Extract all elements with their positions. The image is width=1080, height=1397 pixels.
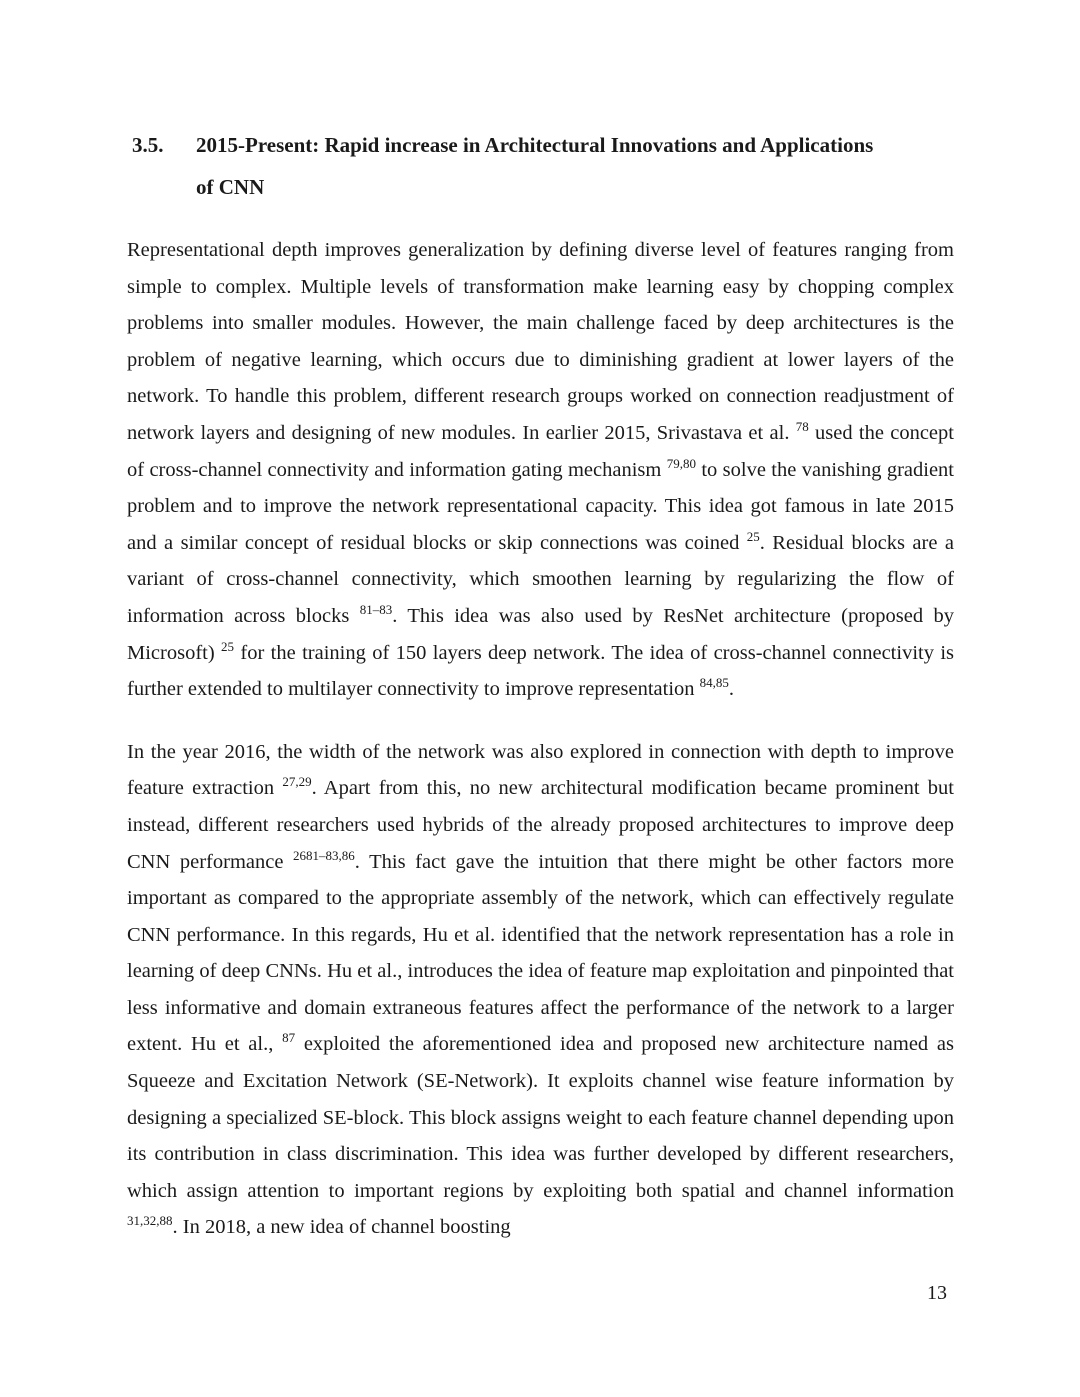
section-heading — [127, 124, 954, 208]
page-content — [127, 124, 954, 1272]
citation-superscript: 25 — [746, 528, 760, 544]
section-number: 3.5. — [132, 133, 164, 157]
section-title-line-1: 2015-Present: Rapid increase in Architectural Innovations and Applications — [196, 133, 874, 157]
citation-superscript: 84,85 — [699, 675, 729, 691]
section-title — [196, 124, 954, 208]
paragraph: In the year 2016, the width of the network was also explored in connection with depth to improve feature extraction $^{27,29}$. Apart from this, no new architectural modification became prominent but instead, different researchers used hybrids of the already proposed architectures to improve deep CNN performance $^{2681-83,86}$. This fact gave the intuition that there might be other factors more important as compared to the appropriate assembly of the network, which can effectively regulate CNN performance. In this regards, Hu et al. identified that the network representation has a role in learning of deep CNNs. Hu et al., introduces the idea of feature map exploitation and pinpointed that less informative and domain extraneous features affect the performance of the network to a larger extent. Hu et al., $^{87}$ exploited the aforementioned idea and proposed new architecture named as Squeeze and Excitation Network (SE-Network). It exploits channel wise feature information by designing a specialized SE-block. This block assigns weight to each feature channel depending upon its contribution in class discrimination. This idea was further developed by different researchers, which assign attention to important regions by exploiting both spatial and channel information $^{31,32,88}$. In 2018, a new idea of channel boosting — [127, 740, 955, 1239]
citation-superscript: 78 — [795, 418, 809, 434]
section-title-line-2: of CNN — [196, 175, 265, 199]
paragraph: Representational depth improves generalization by defining diverse level of features ranging from simple to complex. Multiple levels of transformation make learning easy by chopping complex problems into smaller modules. However, the main challenge faced by deep architectures is the problem of negative learning, which occurs due to diminishing gradient at lower layers of the network. To handle this problem, different research groups worked on connection readjustment of network layers and designing of new modules. In earlier 2015, Srivastava et al. $^{78}$ used the concept of cross-channel connectivity and information gating mechanism $^{79,80}$ to solve the vanishing gradient problem and to improve the network representational capacity. This idea got famous in late 2015 and a similar concept of residual blocks or skip connections was coined $^{25}$. Residual blocks are a variant of cross-channel connectivity, which smoothen learning by regularizing the flow of information across blocks $^{81-83}$. This idea was also used by ResNet architecture (proposed by Microsoft) $^{25}$ for the training of 150 layers deep network. The idea of cross-channel connectivity is further extended to multilayer connectivity to improve representation $^{84,85}$. — [127, 239, 954, 701]
citation-superscript: 87 — [282, 1030, 296, 1046]
citation-superscript: 79,80 — [666, 455, 696, 471]
page-number: 13 — [927, 1282, 947, 1304]
citation-superscript: 25 — [221, 638, 235, 654]
paragraphs — [127, 232, 954, 1246]
citation-superscript: 2681–83,86 — [293, 847, 355, 863]
citation-superscript: 81–83 — [359, 601, 393, 617]
citation-superscript: 27,29 — [282, 774, 312, 790]
citation-superscript: 31,32,88 — [127, 1213, 173, 1229]
